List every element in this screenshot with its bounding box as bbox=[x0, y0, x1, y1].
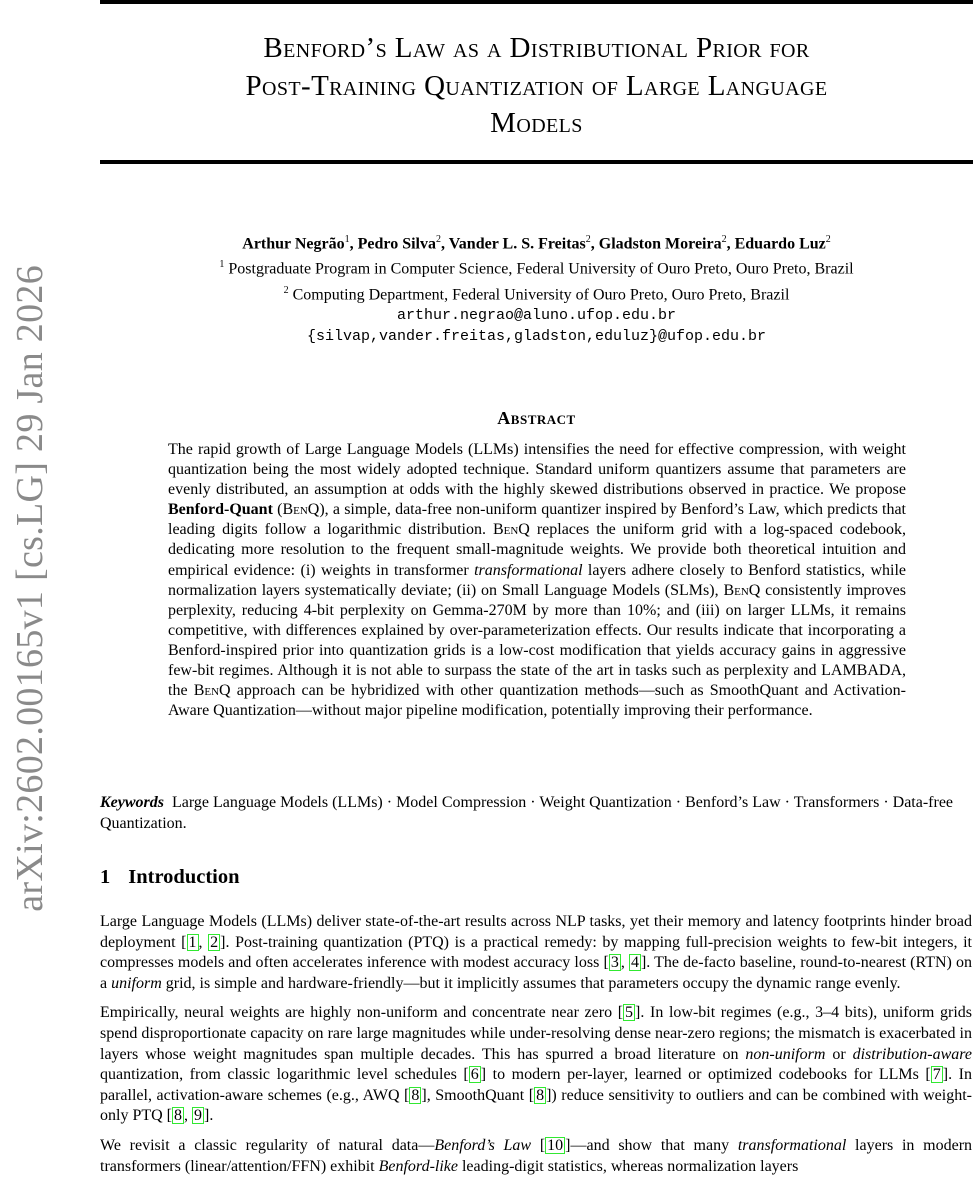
introduction-body bbox=[100, 912, 972, 1186]
citation-link[interactable]: 8 bbox=[174, 1107, 182, 1125]
author-names: Arthur Negrão$^1$, Pedro Silva$^2$, Vander L. S. Freitas$^2$, Gladston Moreira$^2$, Eduardo Luz$^2$ bbox=[242, 234, 831, 253]
keywords-text: Large Language Models (LLMs) · Model Compression · Weight Quantization · Benford’s Law · Transformers · Data-free Quantization. bbox=[100, 794, 954, 832]
affiliation-2: $^2$ Computing Department, Federal University of Ouro Preto, Ouro Preto, Brazil bbox=[283, 284, 790, 303]
arxiv-stamp-text: arXiv:2602.00165v1 [cs.LG] 29 Jan 2026 bbox=[9, 264, 51, 912]
abstract-text: The rapid growth of Large Language Models (LLMs) intensifies the need for effective compression, with weight quantization being the most widely adopted technique. Standard uniform quantizers assume that parameters are evenly distributed, an assumption at odds with the highly skewed distributions observed in practice. We propose Benford-Quant (BenQ), a simple, data-free non-uniform quantizer inspired by Benford’s Law, which predicts that leading digits follow a logarithmic distribution. BenQ replaces the uniform grid with a log-spaced codebook, dedicating more resolution to the frequent small-magnitude weights. We provide both theoretical intuition and empirical evidence: (i) weights in transformer transformational layers adhere closely to Benford statistics, while normalization layers systematically deviate; (ii) on Small Language Models (SLMs), BenQ consistently improves perplexity, reducing 4-bit perplexity on Gemma-270M by more than 10%; and (iii) on larger LLMs, it remains competitive, with differences explained by over-parameterization effects. Our results indicate that incorporating a Benford-inspired prior into quantization grids is a low-cost modification that yields accuracy gains in aggressive few-bit regimes. Although it is not able to surpass the state of the art in tasks such as perplexity and LAMBADA, the BenQ approach can be hybridized with other quantization methods—such as SmoothQuant and Activation-Aware Quantization—without major pipeline modification, potentially improving their performance. bbox=[168, 441, 907, 720]
author-3-affil: 2 bbox=[585, 234, 591, 245]
author-1: Arthur Negrão bbox=[242, 235, 345, 253]
paragraph-2: Empirically, neural weights are highly non-uniform and concentrate near zero [ 5 ]. In low-bit regimes (e.g., 3–4 bits), uniform grids spend disproportionate capacity on rare large magnitudes while under-resolving dense near-zero regions; the mismatch is exacerbated in layers whose weight magnitudes span multiple decades. This has spurred a broad literature on non-uniform or distribution-aware quantization, from classic logarithmic level schedules [ 6 ] to modern per-layer, learned or optimized codebooks for LLMs [ 7 ]. In parallel, activation-aware schemes (e.g., AWQ [ 8 ], SmoothQuant [ 8 ]) reduce sensitivity to outliers and can be combined with weight-only PTQ [ 8 , 9 ]. bbox=[100, 1004, 973, 1125]
arxiv-stamp bbox=[4, 258, 56, 918]
author-2: Pedro Silva bbox=[357, 235, 436, 253]
author-1-affil: 1 bbox=[344, 234, 350, 245]
author-3: Vander L. S. Freitas bbox=[448, 235, 586, 253]
affiliation-1: $^1$ Postgraduate Program in Computer Science, Federal University of Ouro Preto, Ouro Preto, Brazil bbox=[219, 259, 854, 278]
citation-link[interactable]: 4 bbox=[630, 954, 639, 972]
citation-link[interactable]: 9 bbox=[194, 1107, 202, 1125]
citation-link[interactable]: 6 bbox=[470, 1066, 479, 1084]
citation-link[interactable]: 10 bbox=[547, 1136, 564, 1154]
abstract-heading: Abstract bbox=[497, 408, 576, 428]
keywords bbox=[100, 792, 956, 834]
title-rule-top bbox=[100, 0, 973, 4]
paper-title bbox=[100, 30, 973, 143]
author-4-affil: 2 bbox=[721, 234, 727, 245]
citation-link[interactable]: 8 bbox=[536, 1086, 545, 1104]
email-2: {silvap,vander.freitas,gladston,eduluz}@ufop.edu.br bbox=[306, 327, 767, 345]
email-1: arthur.negrao@aluno.ufop.edu.br bbox=[396, 306, 677, 324]
paragraph-1: Large Language Models (LLMs) deliver state-of-the-art results across NLP tasks, yet their memory and latency footprints hinder broad deployment [ 1 , 2 ]. Post-training quantization (PTQ) is a practical remedy: by mapping full-precision weights to few-bit integers, it compresses models and often accelerates inference with modest accuracy loss [ 3 , 4 ]. The de-facto baseline, round-to-nearest (RTN) on a uniform grid, is simple and hardware-friendly—but it implicitly assumes that parameters occupy the dynamic range evenly. bbox=[100, 913, 973, 992]
citation-link[interactable]: 8 bbox=[411, 1086, 420, 1104]
author-5-affil: 2 bbox=[825, 234, 831, 245]
title-line-1: Benford’s Law as a Distributional Prior for bbox=[263, 32, 810, 64]
title-line-3: Models bbox=[490, 107, 583, 139]
citation-link[interactable]: 3 bbox=[610, 954, 619, 972]
author-5: Eduardo Luz bbox=[734, 235, 826, 253]
author-block bbox=[100, 229, 973, 347]
citation-link[interactable]: 7 bbox=[932, 1066, 941, 1084]
title-line-2: Post-Training Quantization of Large Language bbox=[245, 69, 828, 102]
author-2-affil: 2 bbox=[436, 234, 441, 245]
section-heading-introduction: 1 Introduction bbox=[100, 866, 240, 888]
citation-link[interactable]: 2 bbox=[210, 933, 219, 951]
author-4: Gladston Moreira bbox=[598, 235, 722, 253]
title-rule-bottom bbox=[100, 160, 973, 164]
keywords-heading: Keywords bbox=[100, 794, 164, 811]
citation-link[interactable]: 5 bbox=[625, 1004, 634, 1022]
citation-link[interactable]: 1 bbox=[188, 933, 197, 951]
paragraph-3: We revisit a classic regularity of natural data—Benford’s Law [ 10 ]—and show that many transformational layers in modern transformers (linear/attention/FFN) exhibit Benford-like leading-digit statistics, whereas normalization layers bbox=[100, 1136, 973, 1175]
